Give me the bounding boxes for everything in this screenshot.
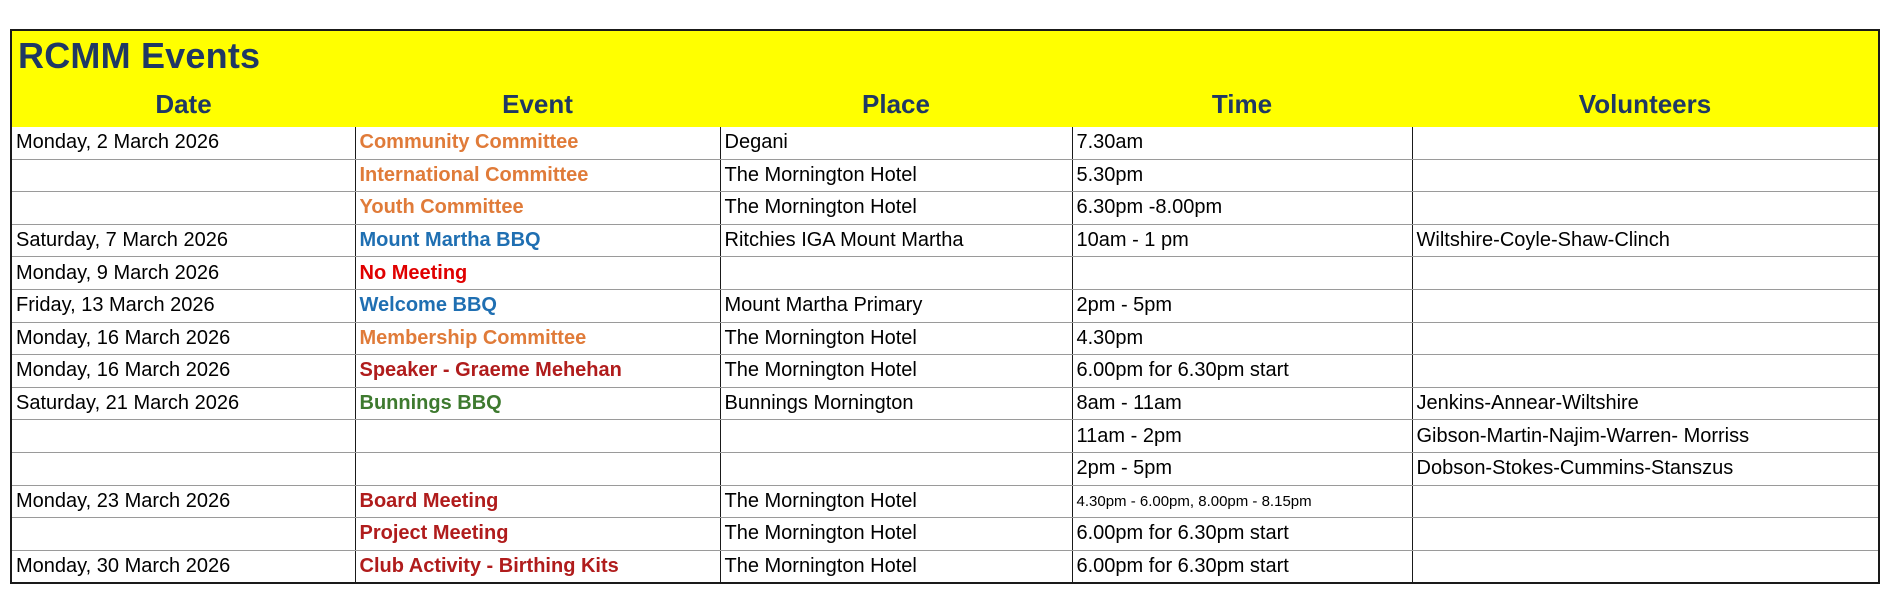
event-cell bbox=[355, 420, 720, 453]
event-cell: Youth Committee bbox=[355, 192, 720, 225]
time-cell: 6.00pm for 6.30pm start bbox=[1072, 518, 1412, 551]
event-cell: Community Committee bbox=[355, 127, 720, 159]
table-row bbox=[12, 355, 1878, 388]
place-cell: Ritchies IGA Mount Martha bbox=[720, 224, 1072, 257]
table-row bbox=[12, 224, 1878, 257]
time-cell: 2pm - 5pm bbox=[1072, 452, 1412, 485]
time-cell: 6.00pm for 6.30pm start bbox=[1072, 355, 1412, 388]
table-row bbox=[12, 452, 1878, 485]
column-header-table bbox=[12, 81, 1878, 127]
time-cell: 7.30am bbox=[1072, 127, 1412, 159]
table-row bbox=[12, 192, 1878, 225]
date-cell: Monday, 2 March 2026 bbox=[12, 127, 355, 159]
place-cell bbox=[720, 420, 1072, 453]
place-cell: Mount Martha Primary bbox=[720, 289, 1072, 322]
event-cell: Welcome BBQ bbox=[355, 289, 720, 322]
date-cell: Monday, 30 March 2026 bbox=[12, 550, 355, 582]
place-cell: Bunnings Mornington bbox=[720, 387, 1072, 420]
volunteers-cell bbox=[1412, 257, 1878, 290]
time-cell: 11am - 2pm bbox=[1072, 420, 1412, 453]
place-cell: The Mornington Hotel bbox=[720, 355, 1072, 388]
date-cell bbox=[12, 159, 355, 192]
event-cell: Board Meeting bbox=[355, 485, 720, 518]
time-cell bbox=[1072, 257, 1412, 290]
table-row bbox=[12, 127, 1878, 159]
time-cell: 4.30pm - 6.00pm, 8.00pm - 8.15pm bbox=[1072, 485, 1412, 518]
place-cell: The Mornington Hotel bbox=[720, 192, 1072, 225]
date-cell: Monday, 16 March 2026 bbox=[12, 355, 355, 388]
column-header-row bbox=[12, 81, 1878, 127]
table-row bbox=[12, 485, 1878, 518]
volunteers-cell bbox=[1412, 322, 1878, 355]
date-cell: Monday, 23 March 2026 bbox=[12, 485, 355, 518]
place-cell: The Mornington Hotel bbox=[720, 550, 1072, 582]
volunteers-cell: Gibson-Martin-Najim-Warren- Morriss bbox=[1412, 420, 1878, 453]
time-cell: 4.30pm bbox=[1072, 322, 1412, 355]
table-row bbox=[12, 159, 1878, 192]
place-cell: The Mornington Hotel bbox=[720, 518, 1072, 551]
date-cell bbox=[12, 518, 355, 551]
table-row bbox=[12, 420, 1878, 453]
column-header-volunteers: Volunteers bbox=[1578, 88, 1712, 119]
sheet-header bbox=[12, 31, 1878, 127]
place-cell bbox=[720, 452, 1072, 485]
events-table-body bbox=[12, 127, 1878, 582]
place-cell: Degani bbox=[720, 127, 1072, 159]
volunteers-cell bbox=[1412, 192, 1878, 225]
time-cell: 2pm - 5pm bbox=[1072, 289, 1412, 322]
event-cell bbox=[355, 452, 720, 485]
column-header-event: Event bbox=[502, 88, 573, 119]
volunteers-cell bbox=[1412, 485, 1878, 518]
time-cell: 10am - 1 pm bbox=[1072, 224, 1412, 257]
event-cell: Membership Committee bbox=[355, 322, 720, 355]
volunteers-cell bbox=[1412, 289, 1878, 322]
time-cell: 6.30pm -8.00pm bbox=[1072, 192, 1412, 225]
place-cell: The Mornington Hotel bbox=[720, 322, 1072, 355]
events-sheet bbox=[10, 29, 1880, 584]
table-row bbox=[12, 289, 1878, 322]
event-cell: International Committee bbox=[355, 159, 720, 192]
date-cell: Monday, 9 March 2026 bbox=[12, 257, 355, 290]
date-cell: Saturday, 7 March 2026 bbox=[12, 224, 355, 257]
table-row bbox=[12, 322, 1878, 355]
column-header-place: Place bbox=[862, 88, 930, 119]
event-cell: Speaker - Graeme Mehehan bbox=[355, 355, 720, 388]
sheet-title: RCMM Events bbox=[18, 35, 261, 76]
date-cell bbox=[12, 420, 355, 453]
date-cell: Friday, 13 March 2026 bbox=[12, 289, 355, 322]
events-table bbox=[12, 127, 1878, 582]
volunteers-cell: Dobson-Stokes-Cummins-Stanszus bbox=[1412, 452, 1878, 485]
column-header-date: Date bbox=[155, 88, 212, 119]
volunteers-cell bbox=[1412, 550, 1878, 582]
volunteers-cell bbox=[1412, 127, 1878, 159]
event-cell: Club Activity - Birthing Kits bbox=[355, 550, 720, 582]
date-cell: Saturday, 21 March 2026 bbox=[12, 387, 355, 420]
place-cell: The Mornington Hotel bbox=[720, 159, 1072, 192]
date-cell bbox=[12, 192, 355, 225]
volunteers-cell bbox=[1412, 355, 1878, 388]
volunteers-cell: Jenkins-Annear-Wiltshire bbox=[1412, 387, 1878, 420]
time-cell: 5.30pm bbox=[1072, 159, 1412, 192]
volunteers-cell bbox=[1412, 159, 1878, 192]
table-row bbox=[12, 387, 1878, 420]
table-row bbox=[12, 518, 1878, 551]
volunteers-cell bbox=[1412, 518, 1878, 551]
place-cell bbox=[720, 257, 1072, 290]
table-row bbox=[12, 550, 1878, 582]
event-cell: Bunnings BBQ bbox=[355, 387, 720, 420]
column-header-time: Time bbox=[1211, 88, 1273, 119]
time-cell: 6.00pm for 6.30pm start bbox=[1072, 550, 1412, 582]
date-cell: Monday, 16 March 2026 bbox=[12, 322, 355, 355]
event-cell: Project Meeting bbox=[355, 518, 720, 551]
time-cell: 8am - 11am bbox=[1072, 387, 1412, 420]
table-row bbox=[12, 257, 1878, 290]
place-cell: The Mornington Hotel bbox=[720, 485, 1072, 518]
date-cell bbox=[12, 452, 355, 485]
event-cell: No Meeting bbox=[355, 257, 720, 290]
event-cell: Mount Martha BBQ bbox=[355, 224, 720, 257]
volunteers-cell: Wiltshire-Coyle-Shaw-Clinch bbox=[1412, 224, 1878, 257]
